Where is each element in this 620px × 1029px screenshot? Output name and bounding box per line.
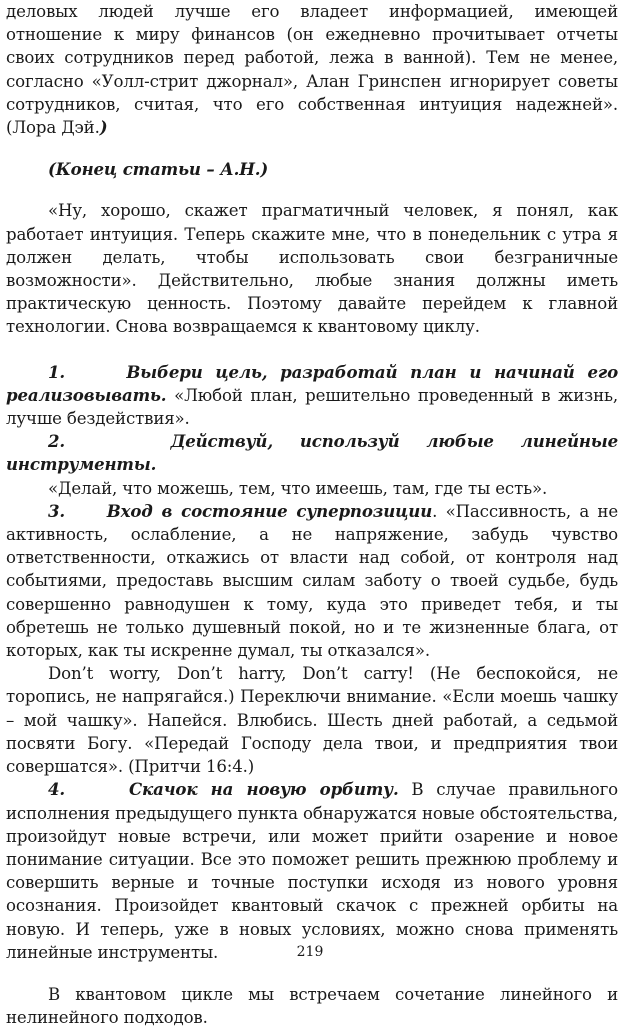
list-item-2-quote [6, 477, 618, 500]
paragraph-pragmatic-text: «Ну, хорошо, скажет прагматичный человек, я понял, как работает интуиция. Теперь скажите мне, что в понедельник с утра я должен делать, чтобы использовать свои безграничные возможности». Действительно, любые знания должны иметь практическую ценность. Поэтому давайте перейдем к главной технологии. Снова возвращаемся к квантовому циклу. [6, 201, 618, 337]
list-item-1-number: 1. [48, 361, 66, 382]
paragraph-conclusion [6, 983, 618, 1029]
list-item-3-title: Вход в состояние суперпозиции [106, 500, 433, 521]
list-item-2-number: 2. [48, 431, 66, 452]
paragraph-intro-continued [6, 0, 618, 139]
article-end-note [6, 158, 618, 181]
list-item-4-title: Скачок на новую орбиту. [128, 779, 399, 800]
list-item-1-text: «Любой план, решительно проведенный в жизнь, лучше бездействия». [6, 385, 618, 429]
list-item-2-title: Действуй, используй любые линейные инструменты. [6, 431, 619, 475]
list-item-2-quote-text: «Делай, что можешь, тем, что имеешь, там, где ты есть». [48, 478, 548, 498]
list-item-3 [6, 500, 618, 662]
list-item-3-number: 3. [48, 500, 66, 521]
list-item-3-extra-text: Don’t worry, Don’t harry, Don’t carry! (Не беспокойся, не торопись, не напрягайся.) Переключи внимание. «Если моешь чашку – мой чашку». Напейся. Влюбись. Шесть дней работай, а седьмой посвяти Богу. «Передай Господу дела твои, и предприятия твои совершатся». (Притчи 16:4.) [6, 664, 618, 777]
article-end-text: (Конец статьи – А.Н.) [48, 159, 269, 180]
paragraph-pragmatic [6, 199, 618, 338]
paragraph-conclusion-text: В квантовом цикле мы встречаем сочетание линейного и нелинейного подходов. [6, 984, 618, 1028]
page-number: 219 [296, 944, 324, 960]
list-item-3-extra [6, 662, 618, 778]
page-body [6, 0, 618, 1029]
list-item-1-title: Выбери цель, разработай план и начинай его реализовывать. [6, 361, 619, 405]
list-item-4-number: 4. [48, 779, 66, 800]
list-item-3-text: . «Пассивность, а не активность, ослабление, а не напряжение, забудь чувство ответственности, откажись от власти над собой, от контроля над событиями, предоставь высшим силам заботу о твоей судьбе, будь совершенно равнодушен к тому, куда это приведет тебя, и ты обретешь не только душевный покой, но и те жизненные блага, от которых, как ты искренне думал, ты отказался». [6, 501, 619, 661]
paragraph-intro-close: ) [99, 117, 108, 138]
paragraph-intro-text: деловых людей лучше его владеет информацией, имеющей отношение к миру финансов (он ежедневно прочитывает отчеты своих сотрудников перед работой, лежа в ванной). Тем не менее, согласно «Уолл-стрит джорнал», Алан Гринспен игнорирует советы сотрудников, считая, что его собственная интуиция надежней». (Лора Дэй. [6, 2, 618, 138]
list-item-2 [6, 430, 618, 476]
list-item-1 [6, 361, 618, 431]
list-item-4-text: В случае правильного исполнения предыдущего пункта обнаружатся новые обстоятельства, произойдут новые встречи, или может прийти озарение и новое понимание ситуации. Все это поможет решить прежнюю проблему и совершить верные и точные поступки исходя из нового уровня осознания. Произойдет квантовый скачок с прежней орбиты на новую. И теперь, уже в новых условиях, можно снова применять линейные инструменты. [6, 780, 619, 962]
list-item-4 [6, 778, 618, 964]
